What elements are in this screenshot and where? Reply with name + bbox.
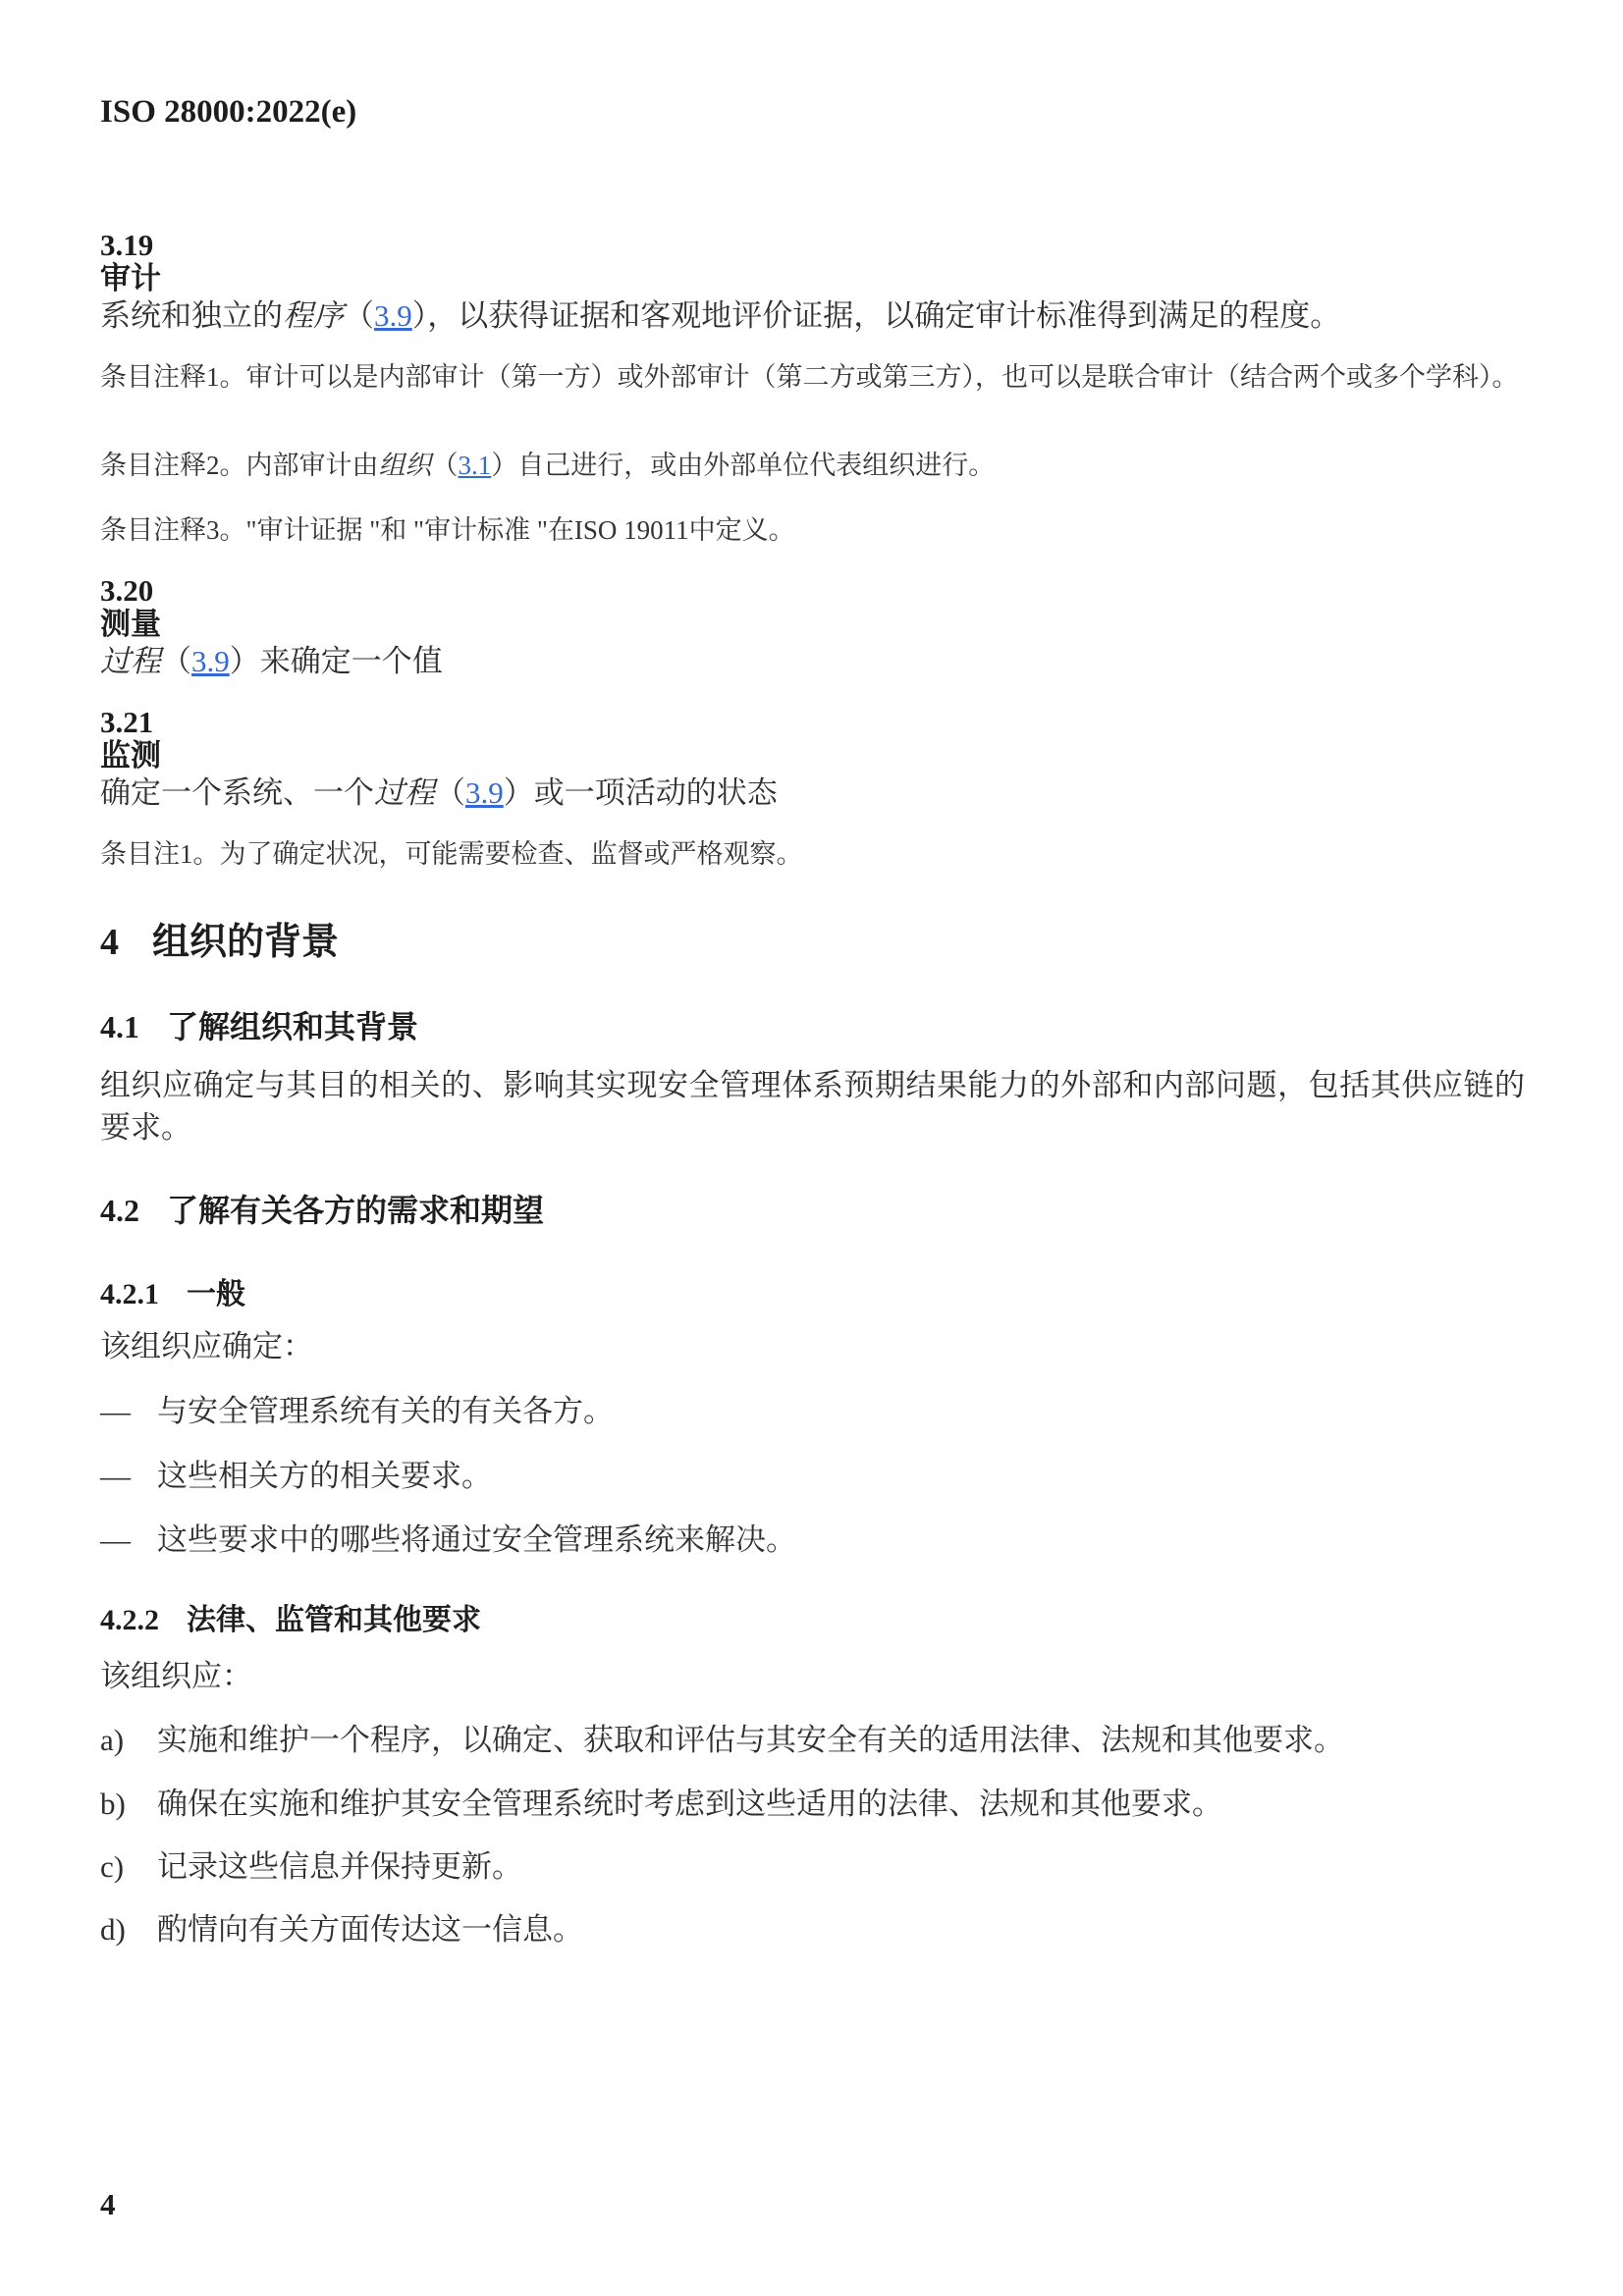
- clause-4-1-paragraph: 组织应确定与其目的相关的、影响其实现安全管理体系预期结果能力的外部和内部问题，包括其供应链的要求。: [100, 1068, 1525, 1145]
- cross-reference-link-3-9[interactable]: 3.9: [191, 644, 230, 678]
- list-item-text: 这些相关方的相关要求。: [157, 1459, 492, 1493]
- definition-text: 确定一个系统、一个: [100, 775, 374, 810]
- list-item-text: 记录这些信息并保持更新。: [157, 1849, 522, 1884]
- term-number-3-19: 3.19: [100, 228, 154, 262]
- dash-marker: —: [100, 1394, 131, 1428]
- clause-title: 法律、监管和其他要求: [187, 1604, 481, 1636]
- clause-title: 了解组织和其背景: [167, 1009, 419, 1044]
- list-item-label: b): [100, 1787, 126, 1821]
- clause-heading-4-2-1: [100, 1269, 1525, 1312]
- note-text: （: [431, 451, 459, 480]
- term-reference: 组织: [378, 451, 432, 480]
- entry-note-3: 条目注释3。"审计证据 "和 "审计标准 "在ISO 19011中定义。: [100, 515, 795, 545]
- term-number-3-21: 3.21: [100, 705, 154, 739]
- lettered-list-item: [100, 1847, 1525, 1888]
- cross-reference-link-3-9[interactable]: 3.9: [374, 298, 412, 333]
- lettered-list-item: [100, 1785, 1525, 1825]
- note-text: 条目注释2。内部审计由: [100, 451, 379, 480]
- clause-heading-4-1: [100, 1002, 1525, 1047]
- clause-number: 4.1: [100, 1009, 139, 1044]
- dash-list-item: [100, 1521, 1525, 1561]
- list-item-text: 确保在实施和维护其安全管理系统时考虑到这些适用的法律、法规和其他要求。: [157, 1787, 1222, 1821]
- definition-text: （: [435, 775, 465, 810]
- list-item-text: 这些要求中的哪些将通过安全管理系统来解决。: [157, 1522, 796, 1557]
- entry-note-monitoring: 条目注1。为了确定状况，可能需要检查、监督或严格观察。: [100, 839, 803, 869]
- dash-marker: —: [100, 1522, 131, 1557]
- term-title-measurement: 测量: [100, 607, 161, 641]
- term-definition-3-19: [100, 296, 1525, 337]
- cross-reference-link-3-1[interactable]: 3.1: [458, 451, 492, 480]
- entry-note-2: [100, 442, 1525, 489]
- term-title-audit: 审计: [100, 261, 161, 295]
- list-item-label: a): [100, 1723, 125, 1757]
- definition-text: ）来确定一个值: [229, 644, 443, 678]
- clause-heading-4: [100, 911, 1525, 965]
- list-item-text: 实施和维护一个程序，以确定、获取和评估与其安全有关的适用法律、法规和其他要求。: [157, 1723, 1344, 1757]
- list-item-text: 酌情向有关方面传达这一信息。: [157, 1912, 583, 1947]
- term-reference: 过程: [374, 775, 435, 810]
- document-header: ISO 28000:2022(e): [100, 94, 357, 130]
- definition-text: ）或一项活动的状态: [503, 775, 778, 810]
- dash-list-item: [100, 1392, 1525, 1432]
- definition-text: （: [344, 298, 374, 333]
- term-reference: 程序: [283, 298, 344, 333]
- note-text: ）自己进行，或由外部单位代表组织进行。: [491, 451, 996, 480]
- clause-number: 4.2: [100, 1193, 139, 1228]
- clause-heading-4-2-2: [100, 1595, 1525, 1638]
- clause-title: 一般: [187, 1278, 245, 1310]
- clause-4-2-1-intro: 该组织应确定：: [100, 1329, 313, 1363]
- term-reference: 过程: [100, 644, 161, 678]
- definition-text: （: [161, 644, 191, 678]
- dash-list-item: [100, 1457, 1525, 1497]
- term-title-monitoring: 监测: [100, 738, 161, 773]
- term-definition-3-21: [100, 774, 1525, 814]
- dash-marker: —: [100, 1459, 131, 1493]
- list-item-label: d): [100, 1912, 126, 1947]
- clause-4-2-2-intro: 该组织应：: [100, 1659, 252, 1693]
- list-item-label: c): [100, 1849, 125, 1884]
- entry-note-1: 条目注释1。审计可以是内部审计（第一方）或外部审计（第二方或第三方），也可以是联合审计（结合两个或多个学科）。: [100, 362, 1519, 392]
- term-definition-3-20: [100, 642, 1525, 682]
- clause-title: 了解有关各方的需求和期望: [167, 1193, 545, 1228]
- term-number-3-20: 3.20: [100, 573, 154, 608]
- clause-number: 4: [100, 922, 119, 963]
- clause-title: 组织的背景: [152, 922, 340, 963]
- clause-number: 4.2.1: [100, 1278, 159, 1310]
- clause-heading-4-2: [100, 1186, 1525, 1231]
- definition-text: ），以获得证据和客观地评价证据，以确定审计标准得到满足的程度。: [411, 298, 1341, 333]
- lettered-list-item: [100, 1721, 1525, 1761]
- list-item-text: 与安全管理系统有关的有关各方。: [157, 1394, 614, 1428]
- clause-number: 4.2.2: [100, 1604, 159, 1636]
- page-number: 4: [100, 2187, 116, 2221]
- definition-text: 系统和独立的: [100, 298, 283, 333]
- cross-reference-link-3-9[interactable]: 3.9: [465, 775, 504, 810]
- lettered-list-item: [100, 1910, 1525, 1950]
